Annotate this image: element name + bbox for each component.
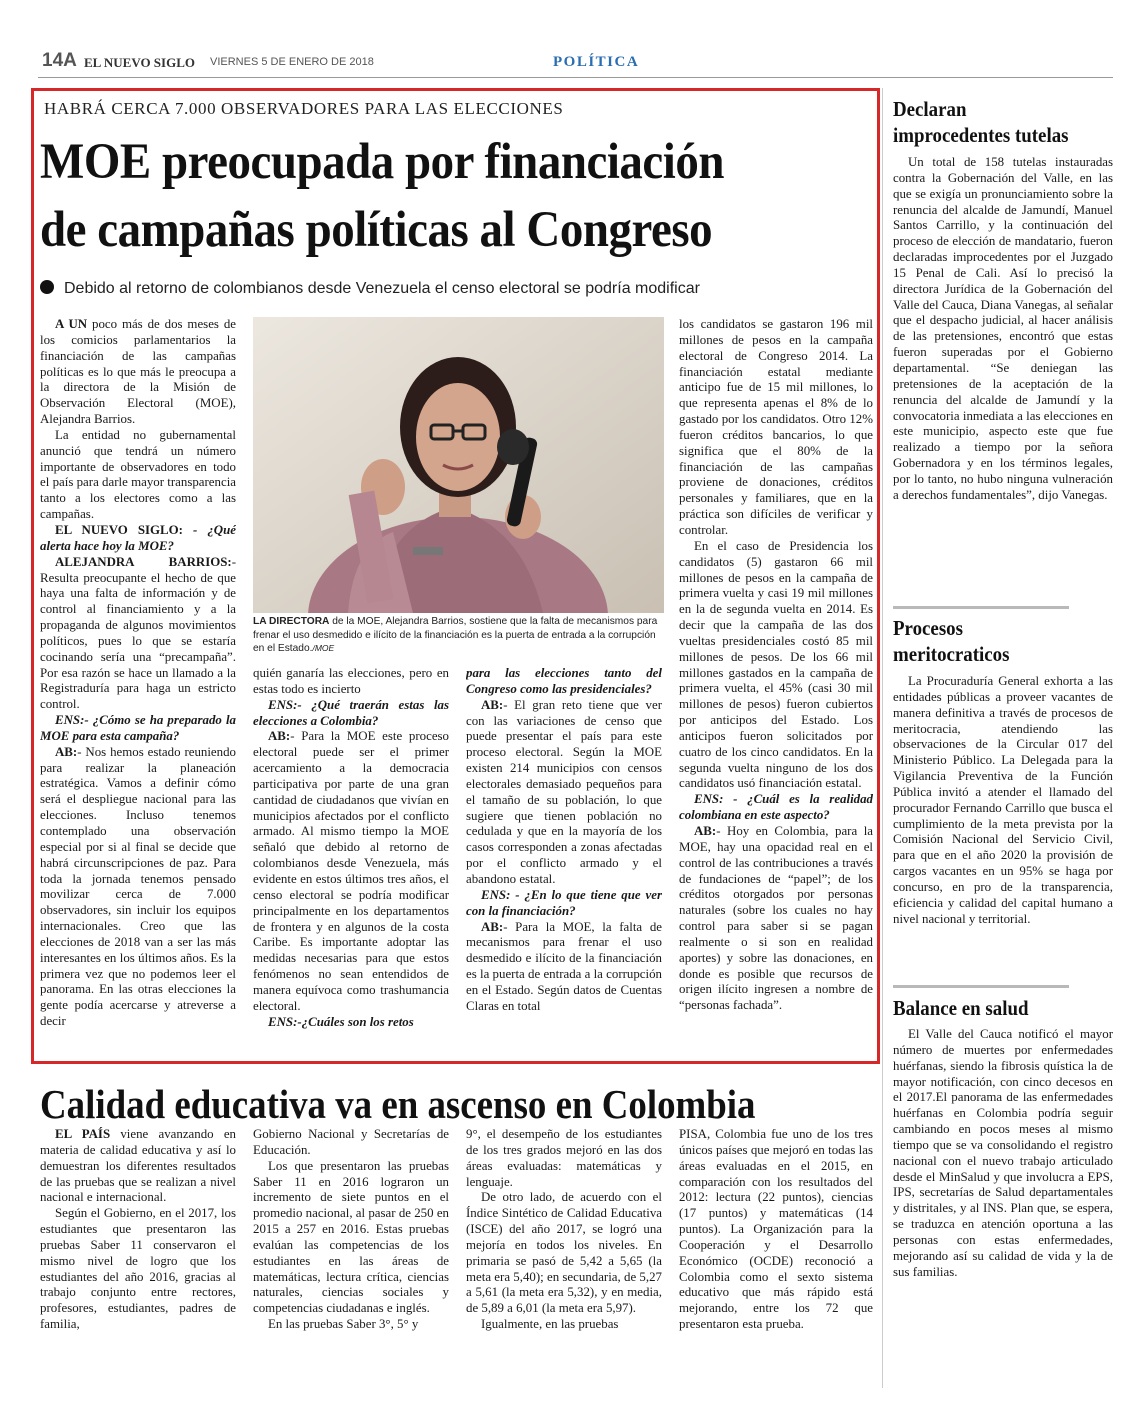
question: ENS: - ¿Cuál es la realidad colombiana en este aspecto?: [679, 792, 873, 823]
photo-illustration: [253, 317, 664, 613]
article-headline: [40, 128, 804, 264]
article-column-2: [253, 666, 449, 1062]
paragraph: Igualmente, en las pruebas: [481, 1317, 619, 1332]
question: ENS:- ¿Qué traerán estas las elecciones a Colombia?: [253, 697, 449, 728]
question: ENS:-¿Cuáles son los retos: [268, 1014, 414, 1029]
answer: - Nos hemos estado reuniendo para realizar la planeación estratégica. Vamos a definir cómo será el despliegue nacional para las elecciones. Incluso tenemos contemplado una observación especial por si al final se decide que habrá circunscripciones de paz. Para toda la jornada tenemos pensado movilizar cerca de 7.000 observadores, sin incluir los equipos internacionales. Creo que las elecciones de 2018 van a ser las más interesantes en los últimos años. Es la primera vez que no podemos leer el panorama. En las otras elecciones la gente podía acercarse y atreverse a decir: [40, 744, 236, 1029]
question: ENS:- ¿Cómo se ha preparado la MOE para esta campaña?: [40, 713, 236, 743]
photo-caption: [253, 615, 664, 656]
sidebar-divider: [882, 88, 883, 1388]
second-column-2: [253, 1127, 449, 1359]
answer: - Hoy en Colombia, para la MOE, hay una opacidad real en el control de las contribuciones a través de fundaciones de “papel”; de los créditos otorgados por personas naturales (sobre los cuales no hay control para saber si se pagan realmente o si son en realidad aportes) y sobre las donaciones, en donde es posible que recursos de origen ilícito ingresen a nombre de “personas fachada”.: [679, 824, 873, 1013]
interviewee-label: AB:: [481, 919, 504, 934]
sidebar-story-salud: [893, 1027, 1113, 1347]
paper-name: EL NUEVO SIGLO: [84, 55, 195, 70]
second-headline: Calidad educativa va en ascenso en Colombia: [40, 1081, 756, 1127]
paragraph: viene avanzando en materia de calidad educativa y así lo demuestran los diferentes resultados de las pruebas que se realizan a nivel nacional e internacional.: [40, 1127, 236, 1205]
page-number: 14A: [42, 50, 77, 71]
lead-word: EL PAÍS: [55, 1127, 111, 1141]
article-column-4: [679, 317, 873, 1062]
title-line: Declaran: [893, 97, 967, 121]
caption-text: de la MOE, Alejandra Barrios, sostiene que la falta de mecanismos para frenar el uso desmedido e ilícito de la financiación es la puerta de entrada a la corrupción en el Estado.: [253, 616, 658, 654]
headline-line-2: de campañas políticas al Congreso: [40, 202, 713, 258]
paragraph: Los que presentaron las pruebas Saber 11 en 2016 lograron un incremento de siete puntos en el promedio nacional, al pasar de 250 en 2015 a 257 en 2016. Estas pruebas evalúan las competencias de los estudiantes en las áreas de matemáticas, lectura crítica, ciencias naturales, ciencias sociales y competencias ciudadanas e inglés.: [253, 1158, 449, 1316]
interviewee-label: AB:: [55, 744, 78, 759]
interviewee-label: AB:: [481, 697, 504, 712]
second-column-3: [466, 1127, 662, 1359]
paragraph: Según el Gobierno, en el 2017, los estudiantes que presentaron las pruebas Saber 11 conservaron el mismo nivel de logro que los estudiantes del año 2016, gracias al trabajo conjunto entre rectores, profesores, estudiantes, padres de familia,: [40, 1206, 236, 1332]
question: para las elecciones tanto del Congreso como las presidenciales?: [466, 666, 662, 696]
sidebar-title-procesos: [893, 615, 1009, 667]
question: - ¿Qué alerta hace hoy la MOE?: [40, 522, 236, 553]
answer: -Resulta preocupante el hecho de que haya una falta de información y de control al financiamiento y a la propaganda de algunos movimientos políticos, pues lo que se estaría cocinando sería una “precampaña”. Por esa razón se hace un llamado a la Registraduría para haga un estricto control.: [40, 554, 236, 712]
sidebar-story-procesos: [893, 674, 1113, 980]
subhead-text: Debido al retorno de colombianos desde Venezuela el censo electoral se podría modificar: [64, 280, 700, 297]
paragraph: La entidad no gubernamental anunció que tendrá un número importante de observadores en todo el país para darle mayor transparencia tanto a los electores como a las campañas.: [40, 427, 236, 522]
interviewee-label: ALEJANDRA BARRIOS:: [55, 554, 232, 569]
paragraph: En el caso de Presidencia los candidatos (5) gastaron 66 mil millones de pesos en la campaña de primera vuelta y casi 19 mil millones en la de segunda vuelta en 2014. Es decir que la campaña de las dos vueltas presidenciales costó 85 mil millones de pesos. De los 66 mil millones gastados en la campaña de primera vuelta, el 45% (casi 30 mil millones de pesos) fueron cubiertos por anticipos del Estado. Los anticipos fueron solicitados por cuatro de los cinco candidatos. En la segunda vuelta ninguno de los dos candidatos usó financiación estatal.: [679, 538, 873, 791]
article-subhead: [40, 280, 870, 298]
photo-credit: /MOE: [312, 643, 335, 653]
article-kicker: HABRÁ CERCA 7.000 OBSERVADORES PARA LAS ELECCIONES: [44, 99, 564, 118]
paragraph: los candidatos se gastaron 196 mil millones de pesos en la campaña electoral de Congreso 2014. La financiación estatal mediante anticipo fue de 15 mil millones, lo que representa apenas el 8% de lo gastado por los candidatos. Otro 12% fueron créditos bancarios, lo que significa que el 80% de la financiación de las campañas proviene de donaciones, créditos personales y familiares, que en la práctica son difíciles de verificar y controlar.: [679, 317, 873, 537]
section-label: POLÍTICA: [553, 54, 640, 70]
paragraph: quién ganaría las elecciones, pero en estas todo es incierto: [253, 666, 449, 696]
interviewee-label: AB:: [694, 824, 717, 838]
answer: - El gran reto tiene que ver con las variaciones de censo que puede presentar el país para este proceso electoral. Según la MOE existen 214 municipios con censos electorales demasiado pequeños para el tamaño de su población, lo que sugiere que tienen población no cedulada y que en la mayoría de los casos corresponden a zonas afectadas por el conflicto armado y el abandono estatal.: [466, 697, 662, 886]
second-column-4: [679, 1127, 873, 1359]
article-column-3: [466, 666, 662, 1062]
paragraph: poco más de dos meses de los comicios parlamentarios la financiación de las campañas políticas es lo que más le preocupa a la directora de la Misión de Observación Electoral (MOE), Alejandra Barrios.: [40, 317, 236, 427]
sidebar-story-tutelas: [893, 155, 1113, 601]
sidebar-separator: [893, 985, 1069, 988]
second-column-1: [40, 1127, 236, 1359]
lead-word: A UN: [55, 317, 88, 331]
paper-date: VIERNES 5 DE ENERO DE 2018: [210, 56, 374, 68]
paragraph: De otro lado, de acuerdo con el Índice Sintético de Calidad Educativa (ISCE) del año 2017, se logró una mejoría en todos los niveles. En primaria se pasó de 5,42 a 5,65 (la meta era 5,40); en secundaria, de 5,27 a 5,61 (la meta era 5,32), y en media, de 5,89 a 6,01 (la meta era 5,97).: [466, 1190, 662, 1316]
sidebar-separator: [893, 606, 1069, 609]
paragraph: El Valle del Cauca notificó el mayor número de muertes por enfermedades huérfanas, siendo la fibrosis quística la de mayor notificación, con cinco decesos en el 2017.El panorama de las enfermedades huérfanas en Colombia podría seguir cambiando en pocos meses al mismo tiempo que se va consolidando el registro nacional con el nuevo trabajo articulado desde el MinSalud y que involucra a EPS, IPS, secretarías de Salud departamentales y distritales, y al INS. Plan que, se espera, se traduzca en atención oportuna a las personas con estas enfermedades, mejorando así su calidad de vida y la de sus familias.: [893, 1027, 1113, 1279]
paragraph: Gobierno Nacional y Secretarías de Educación.: [253, 1127, 449, 1157]
article-photo: [253, 317, 664, 613]
paragraph: Un total de 158 tutelas instauradas contra la Gobernación del Valle, en las que se exigía un pronunciamiento sobre la renuncia del alcalde de Jamundí, Manuel Santos Carrillo, y la continuación del proceso de elección de mandatario, fueron declaradas improcedentes por el Juzgado 15 Penal de Cali. Así lo precisó la directora Jurídica de la Gobernación del Valle del Cauca, Diana Vanegas, al señalar que el despacho judicial, al hacer análisis de las pretensiones, encontró que estas fueron superadas por el Gobierno departamental. “Se deniegan las pretensiones de la aceptación de la renuncia del alcalde de Jamundí y la convocatoria inmediata a las elecciones en este municipio, aspecto este que fue realizado a tiempo por la señora Gobernadora y en los términos legales, por lo tanto, no hubo ninguna vulneración a derechos fundamentales”, dijo Vanegas.: [893, 155, 1113, 502]
title-line: improcedentes tutelas: [893, 123, 1069, 147]
question: ENS: - ¿En lo que tiene que ver con la financiación?: [466, 887, 662, 918]
paragraph: La Procuraduría General exhorta a las entidades públicas a proveer vacantes de manera definitiva a través de procesos de meritocracia, atendiendo las observaciones de la Circular 017 del Ministerio Público. La Delegada para la Vigilancia Preventiva de la Función Pública invitó a atender el llamado del procurador Fernando Carrillo que busca el cumplimiento de la meta prevista por la Comisión Nacional del Servicio Civil, para que en el año 2020 la provisión de cargos vacantes en un 95% se haga por concurso, en pro de la transparencia, eficiencia y calidad del capital humano a nivel nacional y territorial.: [893, 674, 1113, 926]
caption-lead: LA DIRECTORA: [253, 616, 330, 627]
answer: - Para la MOE este proceso electoral puede ser el primer acercamiento a la democracia participativa por parte de una gran cantidad de ciudadanos que vivían en municipios afectados por el conflicto armado. Al mismo tiempo la MOE señaló que debido al retorno de colombianos desde Venezuela, más evidente en estos últimos tres años, el censo electoral se podría modificar principalmente en los departamentos de frontera y en algunos de la costa Caribe. Es importante adoptar las medidas necesarias para que estos fenómenos no sean entendidos de manera equívoca como trashumancia electoral.: [253, 729, 449, 1013]
headline-line-1: MOE preocupada por financiación: [40, 134, 724, 190]
answer: - Para la MOE, la falta de mecanismos para frenar el uso desmedido e ilícito de la financiación es la puerta de entrada a la corrupción en el Estado. Según datos de Cuentas Claras en total: [466, 919, 662, 1013]
title-line: meritocraticos: [893, 642, 1010, 666]
title-line: Procesos: [893, 616, 963, 640]
sidebar-title-salud: Balance en salud: [893, 996, 1029, 1020]
bullet-icon: [40, 280, 54, 294]
paragraph: PISA, Colombia fue uno de los tres únicos países que mejoró en todas las áreas evaluadas en el 2015, en comparación con los resultados del 2012: lectura (22 puntos), ciencias (17 puntos) y matemáticas (14 puntos). La Organización para la Cooperación y el Desarrollo Económico (OCDE) reconoció a Colombia como el sexto sistema educativo que más rápido está mejorando, entre los 72 que presentaron esta prueba.: [679, 1127, 873, 1332]
paragraph: 9°, el desempeño de los estudiantes de los tres grados mejoró en las dos áreas evaluadas: matemáticas y lenguaje.: [466, 1127, 662, 1189]
interviewer-label: EL NUEVO SIGLO:: [55, 522, 183, 537]
article-column-1: [40, 317, 236, 1062]
paragraph: En las pruebas Saber 3°, 5° y: [268, 1317, 419, 1332]
sidebar-title-tutelas: [893, 96, 1069, 148]
interviewee-label: AB:: [268, 729, 291, 744]
page-header: [38, 50, 1113, 78]
